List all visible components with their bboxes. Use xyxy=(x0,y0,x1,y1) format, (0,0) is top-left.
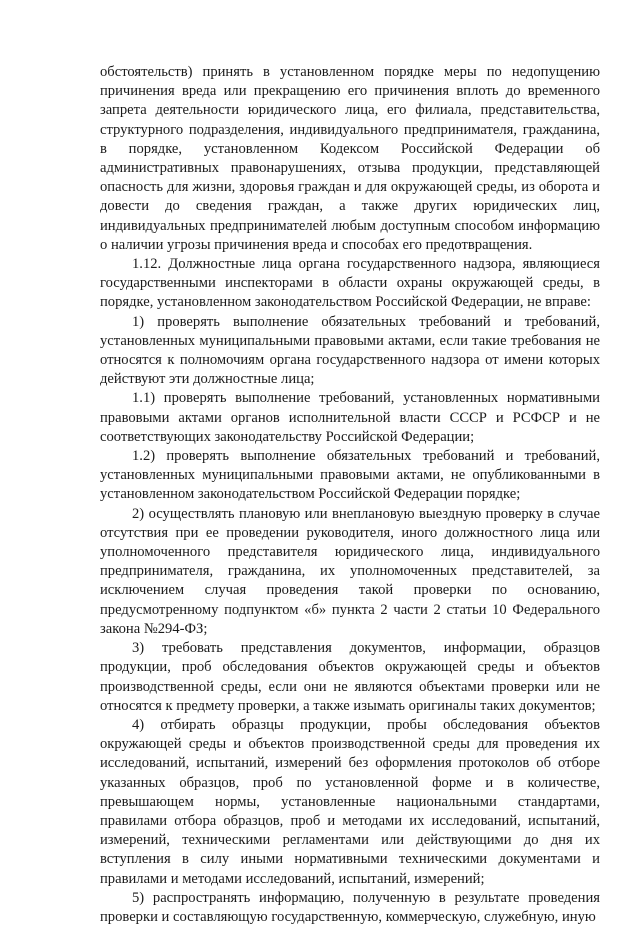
paragraph-item-1-2: 1.2) проверять выполнение обязательных требований и требований, установленных муниципальными правовыми актами, не опубликованными в установленном законодательством Российской Федерации порядке; xyxy=(100,448,600,503)
paragraph-item-3: 3) требовать представления документов, информации, образцов продукции, проб обследования объектов окружающей среды и объектов производственной среды, если они не являются объектами проверки или не относятся к предмету проверки, а также изымать оригиналы таких документов; xyxy=(100,640,600,714)
paragraph-1-12: 1.12. Должностные лица органа государственного надзора, являющиеся государственными инспекторами в области охраны окружающей среды, в порядке, установленном законодательством Российской Федерации, не вправе: xyxy=(100,256,600,311)
paragraph-item-4: 4) отбирать образцы продукции, пробы обследования объектов окружающей среды и объектов производственной среды для проведения их исследований, испытаний, измерений без оформления протоколов об отборе указанных образцов, проб по установленной форме и в количестве, превышающем нормы, установленные национальными стандартами, правилами отбора образцов, проб и методами их исследований, испытаний, измерений, техническими регламентами или действующими до дня их вступления в силу иными нормативными техническими документами и правилами и методами исследований, испытаний, измерений; xyxy=(100,716,600,887)
paragraph-item-2: 2) осуществлять плановую или внеплановую выездную проверку в случае отсутствия при ее проведении руководителя, иного должностного лица или уполномоченного представителя юридического лица, индивидуального предпринимателя, гражданина, их уполномоченных представителей, за исключением случая проведения такой проверки по основанию, предусмотренному подпунктом «б» пункта 2 части 2 статьи 10 Федерального закона №294-ФЗ; xyxy=(100,505,600,637)
paragraph-item-5: 5) распространять информацию, полученную в результате проведения проверки и составляющую государственную, коммерческую, служебную, иную xyxy=(100,889,600,925)
paragraph-continuation: обстоятельств) принять в установленном порядке меры по недопущению причинения вреда или прекращению его причинения вплоть до временного запрета деятельности юридического лица, его филиала, представительства, структурного подразделения, индивидуального предпринимателя, гражданина, в порядке, установленном Кодексом Российской Федерации об административных правонарушениях, отзыва продукции, представляющей опасность для жизни, здоровья граждан и для окружающей среды, из оборота и довести до сведения граждан, а также других юридических лиц, индивидуальных предпринимателей любым доступным способом информацию о наличии угрозы причинения вреда и способах его предотвращения. xyxy=(100,64,600,253)
paragraph-item-1-1: 1.1) проверять выполнение требований, установленных нормативными правовыми актами органов исполнительной власти СССР и РСФСР и не соответствующих законодательству Российской Федерации; xyxy=(100,390,600,445)
document-page xyxy=(100,63,600,927)
paragraph-item-1: 1) проверять выполнение обязательных требований и требований, установленных муниципальными правовыми актами, если такие требования не относятся к полномочиям органа государственного надзора от имени которых действуют эти должностные лица; xyxy=(100,313,600,388)
